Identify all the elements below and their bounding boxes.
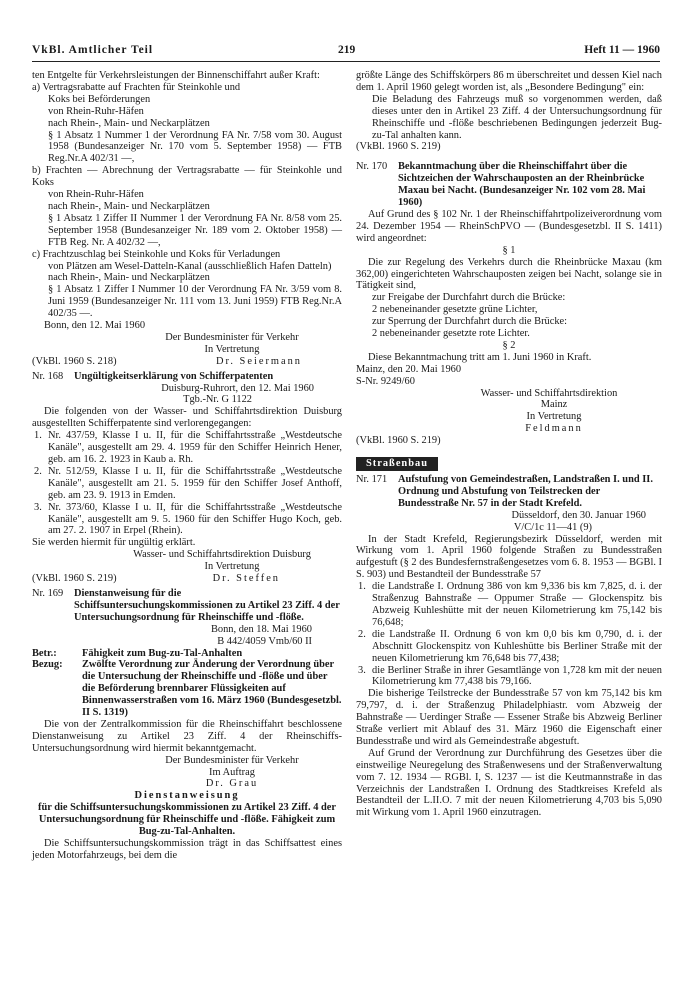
notice-169-text: Die von der Zentralkommission für die Rheinschiffahrt beschlossene Dienstanweisung zu Artikel 23 Ziff. 4 der Rheinschiffs-Untersuchungsordnung wird hiermit bekanntgemacht. [32, 718, 342, 754]
authority-name: Wasser- und Schiffahrtsdirektion Duisburg [133, 549, 311, 561]
instruction-title: Dienstanweisung [134, 790, 240, 802]
list-item: 1. die Landstraße I. Ordnung 386 von km 9,336 bis km 7,825, d. i. der Straßenzug Bahnstraße — Oppumer Straße — Glockenspitz bis Abzweig Kuhleshütte mit der neuen Kilometrierung km 75,142 bis 76,648; [358, 581, 662, 628]
item-c-line: von Plätzen am Wesel-Datteln-Kanal (ausschließlich Hafen Datteln) [48, 260, 332, 272]
instruction-text: Die Schiffsuntersuchungskommission trägt in das Schiffsattest eines jeden Motorfahrzeugs, bei dem die [32, 838, 342, 861]
signature-name: Dr. Seiermann [215, 355, 302, 367]
item-b-line: von Rhein-Ruhr-Häfen [48, 189, 144, 201]
signature-name: Dr. Grau [205, 778, 259, 790]
notice-168-text: Die folgenden von der Wasser- und Schiffahrtsdirektion Duisburg ausgestellten Schifferpatente sind verlorengegangen: [32, 406, 342, 430]
reference-line: (VkBl. 1960 S. 218) Dr. Seiermann [32, 355, 302, 367]
reference-line: (VkBl. 1960 S. 219) Dr. Steffen [32, 573, 280, 585]
continued-text: größte Länge des Schiffskörpers 86 m überschreitet und dessen Kiel nach dem 1. April 1960 gelegt worden ist, als „Besondere Bedingung" ein: [356, 70, 662, 93]
signal-line: zur Sperrung der Durchfahrt durch die Brücke: [372, 316, 568, 328]
signatory-role: In Vertretung [204, 561, 260, 573]
header-rule [32, 61, 660, 62]
item-b-line: nach Rhein-, Main- und Neckarplätzen [48, 200, 210, 212]
notice-170-heading: Nr. 170 Bekanntmachung über die Rheinschiffahrt über die Sichtzeichen der Wahrschauposten an der Rheinbrücke Maxau bei Nacht. (Bundesanzeiger Nr. 102 vom 28. Mai 1960) [356, 161, 646, 209]
reference-basis: Bezug: Zwölfte Verordnung zur Änderung der Verordnung über die Untersuchung der Rheinschiffe und -flöße und über die Beförderung brennbarer Flüssigkeiten auf Binnenwasserstraßen vom 16. März 1960 (Bundesgesetzbl. II S. 1319) [32, 659, 342, 719]
signal-line: zur Freigabe der Durchfahrt durch die Brücke: [372, 292, 566, 304]
signature-name: Feldmann [525, 423, 583, 435]
intro-text: ten Entgelte für Verkehrsleistungen der Binnenschiffahrt außer Kraft: [32, 70, 320, 81]
right-column [356, 70, 662, 819]
subject-line: Betr.: Fähigkeit zum Bug-zu-Tal-Anhalten [32, 647, 243, 659]
list-item: 2. die Landstraße II. Ordnung 6 von km 0,0 bis km 0,790, d. i. der Abschnitt Glockenspitz von Kuhleshütte bis Berliner Straße mit der neuen Kilometrierung km 76,648 bis 77,438; [358, 628, 662, 664]
notice-170-text: Auf Grund des § 102 Nr. 1 der Rheinschiffahrtpolizeiverordnung vom 24. Dezember 1954 — RheinSchPVO — (Bundesgesetzbl. II S. 1411) wird angeordnet: [356, 208, 662, 244]
section-1-label: § 1 [502, 244, 516, 256]
authority-city: Mainz [540, 399, 568, 411]
signal-line: 2 nebeneinander gesetzte grüne Lichter, [372, 304, 538, 316]
item-a-line: von Rhein-Ruhr-Häfen [48, 105, 144, 117]
notice-171-text: In der Stadt Krefeld, Regierungsbezirk Düsseldorf, werden mit Wirkung vom 1. April 1960 folgende Straßen zu Bundesstraßen aufgestuft (§ 2 des Bundesfernstraßengesetzes vom 6. 8. 1953 — BGBl. I S. 903) und Bestandteil der Bundesstraße 57 [356, 533, 662, 581]
notice-171-heading: Nr. 171 Aufstufung von Gemeindestraßen, Landstraßen I. und II. Ordnung und Abstufung von Teilstrecken der Bundesstraße Nr. 57 in der Stadt Krefeld. [356, 474, 653, 509]
signatory-role: Im Auftrag [209, 766, 255, 778]
file-number: V/C/1c 11—41 (9) [513, 521, 592, 533]
place-date: Bonn, den 18. Mai 1960 [210, 623, 312, 635]
notice-168-heading: Nr. 168 Ungültigkeitserklärung von Schifferpatenten [32, 370, 274, 382]
list-item: 2. Nr. 512/59, Klasse I u. II, für die Schiffahrtsstraße „Westdeutsche Kanäle", ausgestellt am 21. 5. 1959 für den Schiffer Josef Anthoff, geb. am 23. 9. 1913 in Emden. [34, 465, 342, 501]
date-line: Mainz, den 20. Mai 1960 [356, 363, 462, 375]
item-a-text: § 1 Absatz 1 Nummer 1 der Verordnung FA Nr. 7/58 vom 30. August 1958 (Bundesanzeiger Nr. 170 vom 5. September 1958) — FTB Reg.Nr.A 402/31 —, [48, 129, 342, 165]
reference-line: (VkBl. 1960 S. 219) [356, 141, 441, 153]
file-number: B 442/4059 Vmb/60 II [217, 635, 312, 647]
journal-title: VkBl. Amtlicher Teil [32, 44, 154, 56]
file-number: S-Nr. 9249/60 [356, 375, 415, 387]
downgrade-text: Die bisherige Teilstrecke der Bundesstraße 57 von km 75,142 bis km 79,797, d. i. der Straßenzug Philadelphiastr. vom Abzweig der Bahnstraße — Uerdinger Straße — Essener Straße bis Abzweig Berliner Straße verliert mit Ablauf des 31. März 1960 die Eigenschaft einer Bundesstraße und wird als Gemeindestraße abgestuft. [356, 688, 662, 747]
place-date: Düsseldorf, den 30. Januar 1960 [511, 509, 646, 521]
list-item: 3. die Berliner Straße in ihrer Gesamtlänge von 1,728 km mit der neuen Kilometrierung km 77,438 bis 79,166. [358, 664, 662, 688]
item-c-title: c) Frachtzuschlag bei Steinkohle und Koks für Verladungen [32, 248, 281, 260]
place-date: Duisburg-Ruhrort, den 12. Mai 1960 [161, 382, 314, 394]
file-number: Tgb.-Nr. G 1122 [183, 394, 252, 406]
signature-name: Dr. Steffen [212, 573, 280, 585]
signal-line: 2 nebeneinander gesetzte rote Lichter. [372, 328, 530, 340]
signatory-title: Der Bundesminister für Verkehr [165, 331, 299, 343]
item-c-line: nach Rhein-, Main- und Neckarplätzen [48, 272, 210, 284]
page-header [32, 44, 660, 60]
item-b-text: § 1 Absatz 1 Ziffer II Nummer 1 der Verordnung FA Nr. 8/58 vom 25. September 1958 (Bundesanzeiger Nr. 189 vom 2. Oktober 1958) — FTB Reg. Nr. A 402/32 —, [48, 212, 342, 248]
authority-name: Wasser- und Schiffahrtsdirektion [480, 387, 618, 399]
signatory-role: In Vertretung [526, 411, 582, 423]
section-2-label: § 2 [502, 339, 516, 351]
registry-text: Auf Grund der Verordnung zur Durchführung des Gesetzes über die einstweilige Neuregelung des Straßenwesens und der Straßenverwaltung vom 7. 12. 1934 — RGBl. I, S. 1237 — ist die Keutmannstraße in das Verzeichnis der Landstraßen I. Ordnung des Stadtkreises Krefeld als Bestandteil der L.II.O. 7 mit der neuen Kilometrierung 4,703 bis 5,090 mit Wirkung vom 1. April 1960 einzutragen. [356, 747, 662, 819]
quoted-condition: Die Beladung des Fahrzeugs muß so vorgenommen werden, daß dieses unter den in Artikel 23 Ziff. 4 der Untersuchungsordnung für Rheinschiffe und -flöße beschriebenen Bedingungen jederzeit Bug-zu-Tal anhalten kann. [372, 93, 662, 141]
page-number: 219 [338, 44, 356, 56]
section-banner: Straßenbau [356, 457, 438, 471]
item-a-line: nach Rhein-, Main- und Neckarplätzen [48, 117, 210, 129]
item-a-title: a) Vertragsrabatte auf Frachten für Steinkohle und [32, 81, 241, 93]
signatory-role: In Vertretung [204, 343, 260, 355]
list-item: 3. Nr. 373/60, Klasse I u. II, für die Schiffahrtsstraße „Westdeutsche Kanäle", ausgestellt am 9. 5. 1960 für den Schiffer Hugo Koch, geb. am 27. 2. 1907 in Erpel (Rhein). [34, 501, 342, 537]
notice-169-heading: Nr. 169 Dienstanweisung für die Schiffsuntersuchungskommissionen zu Artikel 23 Ziff. 4 der Untersuchungsordnung für Rheinschiffe und -flöße. [32, 587, 340, 623]
signatory-title: Der Bundesminister für Verkehr [165, 754, 299, 766]
left-column [32, 70, 342, 862]
list-item: 1. Nr. 437/59, Klasse I u. II, für die Schiffahrtsstraße „Westdeutsche Kanäle", ausgestellt am 29. 4. 1959 für den Schiffer Heinrich Hener, geb. am 16. 2. 1923 in Kaub a. Rh. [34, 430, 342, 465]
instruction-subtitle: für die Schiffsuntersuchungskommissionen zu Artikel 23 Ziff. 4 der Untersuchungsordnung für Rheinschiffe und -flöße. Fähigkeit zum Bug-zu-Tal-Anhalten. [38, 802, 336, 838]
void-statement: Sie werden hiermit für ungültig erklärt. [32, 537, 196, 549]
section-2-text: Diese Bekanntmachung tritt am 1. Juni 1960 in Kraft. [368, 351, 592, 363]
date-line: Bonn, den 12. Mai 1960 [44, 320, 146, 332]
reference-line: (VkBl. 1960 S. 219) [356, 435, 441, 447]
item-c-text: § 1 Absatz 1 Ziffer I Nummer 10 der Verordnung FA Nr. 3/59 vom 8. Juni 1959 (Bundesanzeiger Nr. 111 vom 13. Juni 1959) FTB Reg.Nr.A 402/35 —. [48, 284, 342, 320]
item-b-title: b) Frachten — Abrechnung der Vertragsrabatte — für Steinkohle und Koks [32, 165, 342, 189]
item-a-line: Koks bei Beförderungen [48, 93, 151, 105]
section-1-text: Die zur Regelung des Verkehrs durch die Rheinbrücke Maxau (km 362,00) eingerichteten Wahrschauposten zeigen bei Nacht, solange sie in Tätigkeit sind, [356, 256, 662, 292]
issue-label: Heft 11 — 1960 [584, 44, 660, 56]
